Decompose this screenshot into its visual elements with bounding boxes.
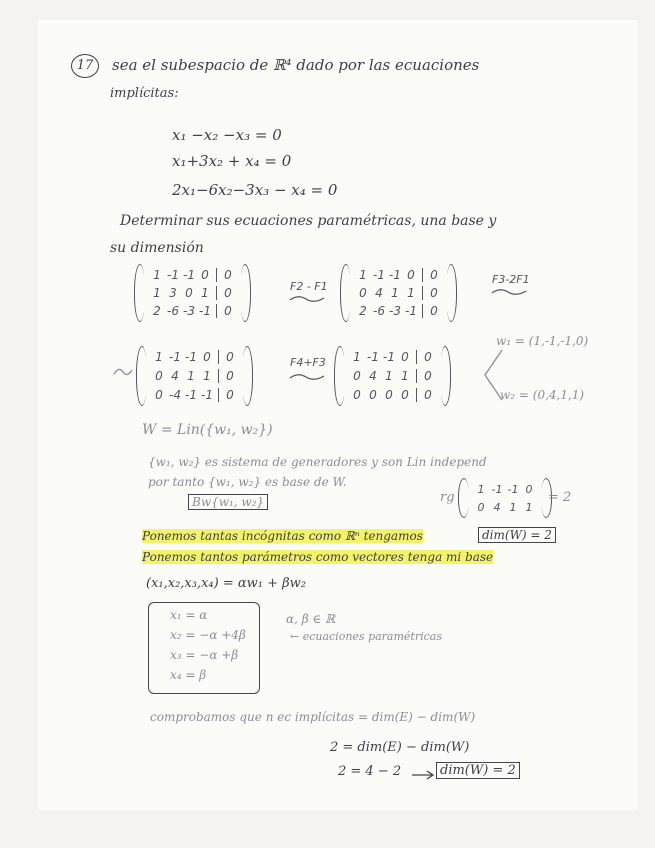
- basis-box: Bw{w₁, w₂}: [188, 494, 268, 510]
- matrix-cell: -3: [389, 304, 401, 318]
- matrix-row: [149, 268, 236, 282]
- matrix-cell: 0: [424, 350, 432, 365]
- matrix-cell: -1: [389, 268, 401, 282]
- matrix-cell: 1: [509, 500, 517, 514]
- system-eq-4: x₄ = β: [170, 668, 207, 682]
- intro-line-1: sea el subespacio de ℝ⁴ dado por las ecuaciones: [112, 56, 480, 74]
- matrix-cell: -6: [167, 304, 179, 318]
- system-eq-3: x₃ = −α +β: [170, 648, 239, 662]
- matrix-cell: -1: [367, 350, 379, 365]
- matrix-row: [473, 501, 537, 514]
- vector-w2: w₂ = (0,4,1,1): [500, 388, 585, 402]
- matrix-cell: -4: [169, 387, 181, 402]
- matrix-cell: 1: [155, 350, 163, 365]
- matrix-cell: -1: [405, 304, 417, 318]
- matrix-cell: 0: [185, 286, 193, 300]
- matrix-cell: 1: [359, 268, 367, 282]
- check-line: comprobamos que n ec implícitas = dim(E) − dim(W): [150, 710, 476, 724]
- matrix-cell: 0: [430, 304, 438, 318]
- matrix-cell: 0: [424, 387, 432, 402]
- matrix-cell: 0: [155, 368, 163, 383]
- matrix-cell: 0: [201, 268, 209, 282]
- matrix-cell: -6: [373, 304, 385, 318]
- augment-bar: [416, 388, 417, 402]
- matrix-row: [151, 350, 238, 364]
- arrow-icon: [410, 770, 436, 780]
- matrix-cell: 4: [171, 368, 179, 383]
- matrix-cell: 0: [224, 268, 232, 282]
- matrix-cell: 0: [224, 304, 232, 318]
- system-eq-1: x₁ = α: [170, 608, 208, 622]
- dim-box: dim(W) = 2: [478, 527, 556, 543]
- augment-bar: [218, 350, 219, 364]
- matrix-cell: 0: [203, 350, 211, 365]
- matrix-cell: 0: [353, 387, 361, 402]
- matrix-1: [134, 264, 251, 322]
- notebook-page: [38, 20, 638, 810]
- matrix-row: [355, 304, 442, 318]
- matrix-cell: 0: [401, 350, 409, 365]
- matrix-cell: -1: [183, 268, 195, 282]
- matrix-row: [355, 268, 442, 282]
- task-line-2: su dimensión: [110, 240, 204, 256]
- generators-line-2: por tanto {w₁, w₂} es base de W.: [148, 475, 347, 489]
- matrix-cell: -1: [169, 350, 181, 365]
- matrix-cell: 0: [525, 482, 533, 496]
- matrix-cell: -1: [373, 268, 385, 282]
- augment-bar: [422, 286, 423, 300]
- matrix-cell: -1: [507, 482, 519, 496]
- task-line-1: Determinar sus ecuaciones paramétricas, una base y: [120, 213, 497, 229]
- matrix-cell: 1: [385, 368, 393, 383]
- matrix-row: [151, 388, 238, 402]
- augment-bar: [216, 304, 217, 318]
- matrix-4: [334, 346, 451, 406]
- matrix-cell: -1: [167, 268, 179, 282]
- matrix-cell: 3: [169, 286, 177, 300]
- matrix-cell: 1: [401, 368, 409, 383]
- matrix-cell: 0: [224, 286, 232, 300]
- matrix-cell: 2: [359, 304, 367, 318]
- augment-bar: [422, 268, 423, 282]
- final-dim-box: dim(W) = 2: [436, 762, 520, 779]
- equiv-squiggle: [288, 372, 328, 382]
- augment-bar: [216, 268, 217, 282]
- equation-3: 2x₁−6x₂−3x₃ − x₄ = 0: [172, 181, 338, 199]
- matrix-cell: 0: [477, 500, 485, 514]
- augment-bar: [218, 388, 219, 402]
- matrix-cell: 0: [155, 387, 163, 402]
- matrix-row: [151, 369, 238, 383]
- row-op-1: F2 - F1: [290, 280, 328, 293]
- matrix-row: [349, 369, 436, 383]
- matrix-row: [349, 388, 436, 402]
- matrix-cell: 0: [385, 387, 393, 402]
- matrix-cell: 1: [353, 350, 361, 365]
- rank-prefix: rg: [440, 490, 455, 505]
- matrix-cell: 4: [375, 286, 383, 300]
- matrix-cell: 0: [430, 268, 438, 282]
- matrix-cell: 0: [430, 286, 438, 300]
- matrix-cell: 1: [203, 368, 211, 383]
- matrix-cell: 0: [359, 286, 367, 300]
- equiv-squiggle: [288, 294, 328, 304]
- augment-bar: [416, 350, 417, 364]
- intro-line-2: implícitas:: [110, 86, 179, 101]
- matrix-cell: 1: [201, 286, 209, 300]
- problem-number: 17: [71, 54, 99, 78]
- equation-1: x₁ −x₂ −x₃ = 0: [172, 126, 282, 144]
- matrix-cell: 0: [401, 387, 409, 402]
- matrix-cell: 1: [391, 286, 399, 300]
- matrix-cell: -3: [183, 304, 195, 318]
- matrix-cell: -1: [199, 304, 211, 318]
- matrix-cell: 0: [369, 387, 377, 402]
- matrix-row: [349, 350, 436, 364]
- matrix-cell: 2: [153, 304, 161, 318]
- matrix-row: [473, 483, 537, 496]
- row-op-3: F4+F3: [290, 356, 326, 369]
- matrix-cell: 0: [353, 368, 361, 383]
- parametric-note: ← ecuaciones paramétricas: [290, 630, 442, 643]
- augment-bar: [218, 369, 219, 383]
- span-line: W = Lin({w₁, w₂}): [142, 422, 273, 438]
- check-equation-2: 2 = 4 − 2: [338, 764, 402, 779]
- matrix-row: [149, 304, 236, 318]
- matrix-cell: 4: [493, 500, 501, 514]
- matrix-cell: 1: [153, 268, 161, 282]
- matrix-3: [136, 346, 253, 406]
- parametric-equation: (x₁,x₂,x₃,x₄) = αw₁ + βw₂: [146, 576, 306, 591]
- alpha-beta-domain: α, β ∈ ℝ: [286, 612, 336, 626]
- matrix-cell: 1: [477, 482, 485, 496]
- matrix-cell: 1: [525, 500, 533, 514]
- rank-matrix: [458, 478, 552, 518]
- matrix-cell: 0: [407, 268, 415, 282]
- matrix-cell: 0: [226, 350, 234, 365]
- equiv-squiggle: [112, 366, 134, 378]
- rank-value: = 2: [548, 490, 572, 505]
- matrix-cell: -1: [185, 387, 197, 402]
- highlight-line-2: Ponemos tantos parámetros como vectores tenga mi base: [142, 550, 494, 564]
- matrix-cell: 0: [226, 387, 234, 402]
- check-equation-1: 2 = dim(E) − dim(W): [330, 740, 470, 755]
- matrix-cell: 1: [407, 286, 415, 300]
- augment-bar: [416, 369, 417, 383]
- matrix-cell: 1: [153, 286, 161, 300]
- matrix-cell: -1: [383, 350, 395, 365]
- matrix-cell: -1: [491, 482, 503, 496]
- highlight-line-1: Ponemos tantas incógnitas como ℝⁿ tengamos: [142, 529, 423, 543]
- matrix-cell: 0: [424, 368, 432, 383]
- row-op-2: F3-2F1: [492, 273, 530, 286]
- matrix-cell: -1: [185, 350, 197, 365]
- augment-bar: [216, 286, 217, 300]
- equiv-squiggle: [490, 287, 530, 297]
- generators-line-1: {w₁, w₂} es sistema de generadores y son Lin independ: [148, 455, 487, 469]
- matrix-row: [149, 286, 236, 300]
- matrix-row: [355, 286, 442, 300]
- matrix-cell: -1: [201, 387, 213, 402]
- matrix-2: [340, 264, 457, 322]
- system-eq-2: x₂ = −α +4β: [170, 628, 246, 642]
- matrix-cell: 1: [187, 368, 195, 383]
- matrix-cell: 0: [226, 368, 234, 383]
- matrix-cell: 4: [369, 368, 377, 383]
- vector-w1: w₁ = (1,-1,-1,0): [496, 334, 589, 348]
- augment-bar: [422, 304, 423, 318]
- equation-2: x₁+3x₂ + x₄ = 0: [172, 152, 292, 170]
